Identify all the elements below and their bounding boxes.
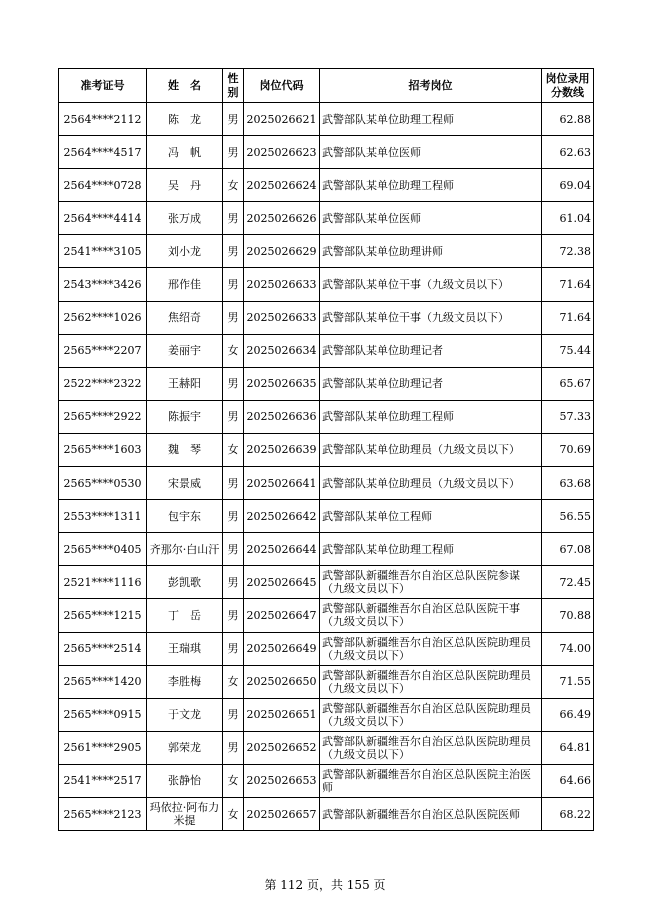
cell-exam-id: 2565****2922 [59,400,147,433]
cell-score: 71.64 [542,301,594,334]
cell-post: 武警部队某单位干事（九级文员以下） [320,268,542,301]
cell-sex: 男 [223,202,244,235]
cell-exam-id: 2565****1603 [59,433,147,466]
cell-name: 郭荣龙 [147,731,223,764]
header-name: 姓 名 [147,69,223,103]
table-row [59,301,594,334]
cell-sex: 女 [223,433,244,466]
cell-post: 武警部队某单位干事（九级文员以下） [320,301,542,334]
cell-name: 姜丽宇 [147,334,223,367]
cell-post-code: 2025026649 [244,632,320,665]
table-row [59,268,594,301]
cell-post: 武警部队某单位助理员（九级文员以下） [320,467,542,500]
table-row [59,566,594,599]
cell-sex: 男 [223,533,244,566]
cell-score: 68.22 [542,797,594,830]
cell-exam-id: 2541****2517 [59,764,147,797]
cell-score: 57.33 [542,400,594,433]
cell-sex: 男 [223,136,244,169]
cell-sex: 女 [223,764,244,797]
cell-sex: 男 [223,367,244,400]
table-row [59,698,594,731]
cell-sex: 男 [223,731,244,764]
cell-exam-id: 2565****2123 [59,797,147,830]
cell-name: 刘小龙 [147,235,223,268]
table-row [59,764,594,797]
table-row [59,136,594,169]
cell-exam-id: 2565****1420 [59,665,147,698]
cell-post: 武警部队某单位医师 [320,136,542,169]
cell-sex: 男 [223,301,244,334]
cell-sex: 女 [223,169,244,202]
cell-exam-id: 2565****2207 [59,334,147,367]
cell-sex: 男 [223,103,244,136]
table-row [59,599,594,632]
table-row [59,533,594,566]
table-row [59,367,594,400]
cell-post-code: 2025026633 [244,301,320,334]
cell-post: 武警部队新疆维吾尔自治区总队医院助理员（九级文员以下） [320,665,542,698]
cell-post: 武警部队新疆维吾尔自治区总队医院医师 [320,797,542,830]
cell-score: 74.00 [542,632,594,665]
table-row [59,500,594,533]
header-score: 岗位录用分数线 [542,69,594,103]
cell-name: 王瑞琪 [147,632,223,665]
cell-exam-id: 2565****0405 [59,533,147,566]
cell-name: 冯 帆 [147,136,223,169]
header-sex: 性别 [223,69,244,103]
cell-score: 70.69 [542,433,594,466]
cell-post: 武警部队新疆维吾尔自治区总队医院助理员（九级文员以下） [320,632,542,665]
cell-post: 武警部队某单位助理工程师 [320,533,542,566]
header-post-code: 岗位代码 [244,69,320,103]
cell-exam-id: 2564****2112 [59,103,147,136]
cell-post-code: 2025026644 [244,533,320,566]
score-table [58,68,594,831]
cell-post-code: 2025026651 [244,698,320,731]
cell-post-code: 2025026621 [244,103,320,136]
table-row [59,334,594,367]
cell-exam-id: 2553****1311 [59,500,147,533]
cell-score: 56.55 [542,500,594,533]
cell-score: 69.04 [542,169,594,202]
cell-name: 宋景威 [147,467,223,500]
cell-sex: 男 [223,632,244,665]
header-exam-id: 准考证号 [59,69,147,103]
cell-exam-id: 2541****3105 [59,235,147,268]
cell-score: 61.04 [542,202,594,235]
cell-name: 彭凯歌 [147,566,223,599]
cell-sex: 女 [223,665,244,698]
cell-post-code: 2025026636 [244,400,320,433]
cell-name: 邢作佳 [147,268,223,301]
cell-post-code: 2025026629 [244,235,320,268]
cell-sex: 男 [223,566,244,599]
table-row [59,169,594,202]
cell-name: 玛依拉·阿布力米提 [147,797,223,830]
cell-sex: 女 [223,797,244,830]
cell-score: 71.64 [542,268,594,301]
cell-exam-id: 2565****2514 [59,632,147,665]
table-row [59,797,594,830]
header-post: 招考岗位 [320,69,542,103]
cell-post-code: 2025026657 [244,797,320,830]
cell-post-code: 2025026645 [244,566,320,599]
cell-post: 武警部队某单位助理员（九级文员以下） [320,433,542,466]
table-row [59,202,594,235]
cell-sex: 男 [223,400,244,433]
cell-score: 72.38 [542,235,594,268]
cell-score: 65.67 [542,367,594,400]
cell-score: 67.08 [542,533,594,566]
page-number: 第 112 页，共 155 页 [264,878,386,892]
cell-score: 70.88 [542,599,594,632]
cell-post: 武警部队新疆维吾尔自治区总队医院参谋（九级文员以下） [320,566,542,599]
cell-post: 武警部队新疆维吾尔自治区总队医院主治医师 [320,764,542,797]
cell-name: 包宇东 [147,500,223,533]
cell-exam-id: 2564****0728 [59,169,147,202]
cell-name: 张静怡 [147,764,223,797]
cell-post: 武警部队新疆维吾尔自治区总队医院干事（九级文员以下） [320,599,542,632]
cell-exam-id: 2565****0915 [59,698,147,731]
cell-post-code: 2025026650 [244,665,320,698]
cell-exam-id: 2564****4517 [59,136,147,169]
cell-score: 66.49 [542,698,594,731]
cell-exam-id: 2521****1116 [59,566,147,599]
cell-exam-id: 2564****4414 [59,202,147,235]
cell-post-code: 2025026652 [244,731,320,764]
cell-post: 武警部队某单位助理记者 [320,367,542,400]
cell-score: 71.55 [542,665,594,698]
cell-name: 焦绍奇 [147,301,223,334]
cell-post-code: 2025026624 [244,169,320,202]
cell-post-code: 2025026641 [244,467,320,500]
cell-post: 武警部队新疆维吾尔自治区总队医院助理员（九级文员以下） [320,731,542,764]
cell-name: 王赫阳 [147,367,223,400]
table-row [59,433,594,466]
cell-post-code: 2025026647 [244,599,320,632]
table-body [59,103,594,831]
cell-sex: 男 [223,467,244,500]
cell-sex: 男 [223,235,244,268]
cell-post: 武警部队某单位助理工程师 [320,400,542,433]
cell-name: 齐那尔·白山汗 [147,533,223,566]
cell-sex: 男 [223,268,244,301]
cell-exam-id: 2522****2322 [59,367,147,400]
cell-score: 64.81 [542,731,594,764]
cell-post: 武警部队某单位助理工程师 [320,169,542,202]
cell-name: 张万成 [147,202,223,235]
cell-exam-id: 2543****3426 [59,268,147,301]
cell-name: 陈振宇 [147,400,223,433]
header-row [59,69,594,103]
cell-post-code: 2025026639 [244,433,320,466]
table-row [59,400,594,433]
cell-name: 于文龙 [147,698,223,731]
cell-post: 武警部队某单位助理工程师 [320,103,542,136]
cell-name: 陈 龙 [147,103,223,136]
table-row [59,467,594,500]
cell-exam-id: 2561****2905 [59,731,147,764]
cell-score: 64.66 [542,764,594,797]
cell-post-code: 2025026626 [244,202,320,235]
table-row [59,665,594,698]
table-row [59,103,594,136]
table-row [59,235,594,268]
cell-post: 武警部队某单位医师 [320,202,542,235]
cell-name: 魏 琴 [147,433,223,466]
cell-post-code: 2025026653 [244,764,320,797]
cell-sex: 男 [223,500,244,533]
cell-post-code: 2025026642 [244,500,320,533]
cell-post-code: 2025026635 [244,367,320,400]
cell-post: 武警部队某单位工程师 [320,500,542,533]
cell-score: 62.88 [542,103,594,136]
cell-post: 武警部队某单位助理记者 [320,334,542,367]
cell-post-code: 2025026633 [244,268,320,301]
cell-name: 丁 岳 [147,599,223,632]
cell-score: 75.44 [542,334,594,367]
cell-name: 吴 丹 [147,169,223,202]
table-row [59,632,594,665]
cell-post-code: 2025026623 [244,136,320,169]
table-row [59,731,594,764]
cell-sex: 男 [223,698,244,731]
cell-sex: 男 [223,599,244,632]
cell-sex: 女 [223,334,244,367]
cell-post: 武警部队某单位助理讲师 [320,235,542,268]
cell-exam-id: 2565****1215 [59,599,147,632]
cell-exam-id: 2562****1026 [59,301,147,334]
cell-post-code: 2025026634 [244,334,320,367]
cell-name: 李胜梅 [147,665,223,698]
cell-score: 62.63 [542,136,594,169]
cell-post: 武警部队新疆维吾尔自治区总队医院助理员（九级文员以下） [320,698,542,731]
cell-exam-id: 2565****0530 [59,467,147,500]
cell-score: 63.68 [542,467,594,500]
cell-score: 72.45 [542,566,594,599]
